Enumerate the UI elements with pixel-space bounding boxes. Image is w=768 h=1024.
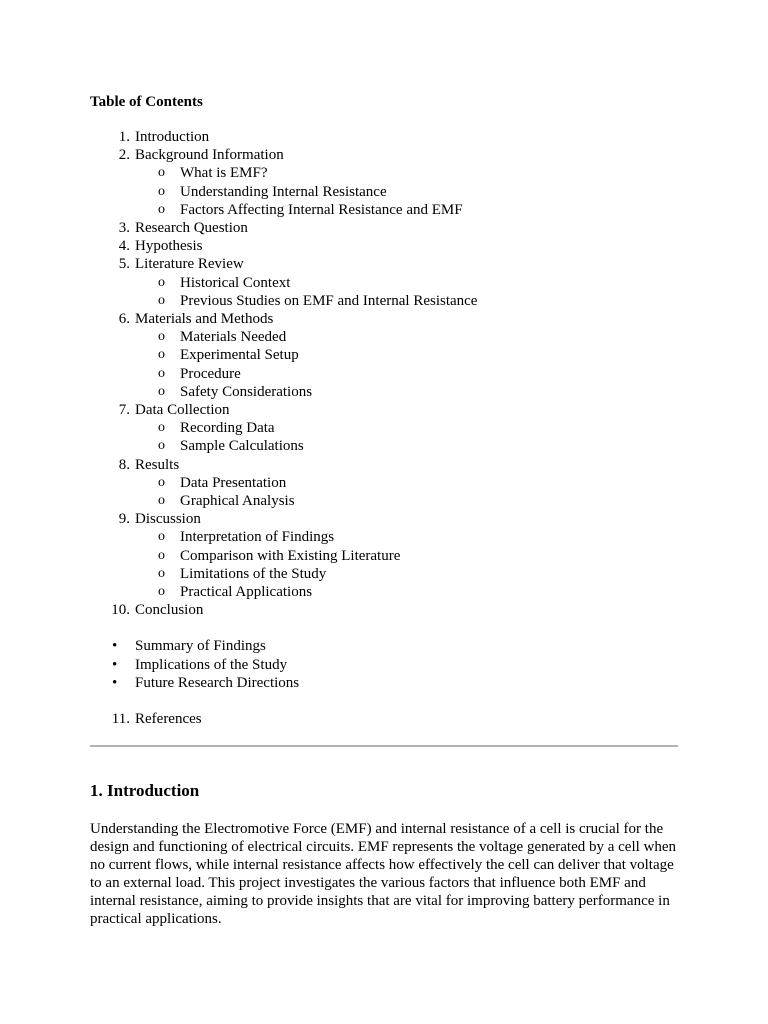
toc-item-number: 4. xyxy=(118,238,130,255)
toc-item xyxy=(90,219,678,237)
toc-item xyxy=(90,146,678,219)
toc-item-number: 11. xyxy=(111,711,130,728)
toc-item-label: Literature Review xyxy=(135,256,244,273)
conclusion-bullet-label: Future Research Directions xyxy=(135,674,300,691)
toc-subitem-label: Limitations of the Study xyxy=(180,565,327,582)
toc-item-label: Materials and Methods xyxy=(135,311,274,328)
toc-subitem-label: Practical Applications xyxy=(180,584,313,601)
toc-item-label: Introduction xyxy=(135,129,210,145)
toc-item xyxy=(90,401,678,456)
toc-item-label: Background Information xyxy=(135,147,284,164)
toc-subitem-label: Data Presentation xyxy=(180,474,287,491)
toc-subitem-label: Experimental Setup xyxy=(180,347,299,364)
toc-subitem xyxy=(135,583,678,601)
introduction-heading: 1. Introduction xyxy=(90,781,200,801)
toc-sublist xyxy=(135,474,678,510)
circle-bullet-icon: o xyxy=(158,329,165,345)
circle-bullet-icon: o xyxy=(158,274,165,290)
circle-bullet-icon: o xyxy=(158,547,165,563)
conclusion-bullet-item xyxy=(90,656,678,674)
circle-bullet-icon: o xyxy=(158,383,165,399)
toc-subitem-label: Historical Context xyxy=(180,274,291,291)
toc-subitem xyxy=(135,183,678,201)
toc-list xyxy=(90,128,678,619)
toc-item xyxy=(90,710,678,728)
toc-subitem xyxy=(135,164,678,182)
toc-subitem xyxy=(135,419,678,437)
circle-bullet-icon: o xyxy=(158,201,165,217)
circle-bullet-icon: o xyxy=(158,565,165,581)
toc-subitem-label: Sample Calculations xyxy=(180,438,304,455)
toc-item xyxy=(90,510,678,601)
toc-subitem-label: Interpretation of Findings xyxy=(180,529,335,546)
toc-subitem-label: Comparison with Existing Literature xyxy=(180,547,401,564)
toc-list-continued xyxy=(90,710,678,728)
section-divider xyxy=(90,745,678,747)
bullet-dot-icon: • xyxy=(112,638,118,655)
circle-bullet-icon: o xyxy=(158,420,165,436)
toc-item-number: 3. xyxy=(118,220,130,237)
circle-bullet-icon: o xyxy=(158,529,165,545)
toc-subitem-label: What is EMF? xyxy=(180,165,268,182)
circle-bullet-icon: o xyxy=(158,183,165,199)
toc-item-number: 6. xyxy=(118,311,130,328)
circle-bullet-icon: o xyxy=(158,165,165,181)
toc-subitem xyxy=(135,492,678,510)
toc-sublist xyxy=(135,164,678,219)
toc-subitem xyxy=(135,328,678,346)
circle-bullet-icon: o xyxy=(158,438,165,454)
toc-subitem-label: Factors Affecting Internal Resistance and EMF xyxy=(180,201,463,218)
toc-subitem xyxy=(135,292,678,310)
toc-item-number: 2. xyxy=(118,147,130,164)
toc-item xyxy=(90,310,678,401)
toc-subitem-label: Graphical Analysis xyxy=(180,493,295,510)
toc-sublist xyxy=(135,419,678,455)
circle-bullet-icon: o xyxy=(158,584,165,600)
toc-subitem xyxy=(135,528,678,546)
toc-item xyxy=(90,601,678,619)
toc-heading: Table of Contents xyxy=(90,94,203,110)
toc-item-number: 1. xyxy=(118,129,130,145)
toc-item-number: 5. xyxy=(118,256,130,273)
toc-item-label: Hypothesis xyxy=(135,238,203,255)
toc-item-number: 9. xyxy=(118,511,130,528)
toc-item-number: 7. xyxy=(118,402,130,419)
toc-subitem xyxy=(135,346,678,364)
toc-subitem-label: Procedure xyxy=(180,365,241,382)
conclusion-bullet-label: Implications of the Study xyxy=(135,656,288,673)
toc-subitem-label: Previous Studies on EMF and Internal Resistance xyxy=(180,292,478,309)
toc-item-label: Research Question xyxy=(135,220,248,237)
toc-subitem-label: Understanding Internal Resistance xyxy=(180,183,387,200)
toc-subitem xyxy=(135,201,678,219)
conclusion-bullet-list xyxy=(90,637,678,692)
toc-item xyxy=(90,128,678,146)
toc-item-label: Results xyxy=(135,456,180,473)
document-page xyxy=(90,93,678,928)
toc-item xyxy=(90,255,678,310)
toc-sublist xyxy=(135,274,678,310)
toc-subitem xyxy=(135,474,678,492)
toc-subitem-label: Materials Needed xyxy=(180,329,287,346)
toc-sublist xyxy=(135,528,678,601)
toc-subitem xyxy=(135,365,678,383)
toc-item xyxy=(90,456,678,511)
toc-item-number: 10. xyxy=(111,602,130,619)
conclusion-bullet-item xyxy=(90,637,678,655)
toc-subitem xyxy=(135,547,678,565)
bullet-dot-icon: • xyxy=(112,656,118,673)
toc-subitem-label: Safety Considerations xyxy=(180,383,313,400)
circle-bullet-icon: o xyxy=(158,474,165,490)
toc-subitem xyxy=(135,274,678,292)
circle-bullet-icon: o xyxy=(158,347,165,363)
toc-subitem xyxy=(135,383,678,401)
introduction-paragraph: Understanding the Electromotive Force (EMF) and internal resistance of a cell is crucial for the design and functioning of electrical circuits. EMF represents the voltage generated by a cell when no current flows, while internal resistance affects how effectively the cell can deliver that voltage to an external load. This project investigates the various factors that influence both EMF and internal resistance, aiming to provide insights that are vital for improving battery performance in practical applications. xyxy=(90,821,677,928)
toc-subitem-label: Recording Data xyxy=(180,420,275,437)
circle-bullet-icon: o xyxy=(158,365,165,381)
circle-bullet-icon: o xyxy=(158,493,165,509)
conclusion-bullet-item xyxy=(90,674,678,692)
bullet-dot-icon: • xyxy=(112,674,118,691)
toc-item-label: Data Collection xyxy=(135,402,230,419)
toc-subitem xyxy=(135,565,678,583)
toc-item xyxy=(90,237,678,255)
circle-bullet-icon: o xyxy=(158,292,165,308)
toc-item-label: Discussion xyxy=(135,511,201,528)
toc-sublist xyxy=(135,328,678,401)
conclusion-bullet-label: Summary of Findings xyxy=(135,638,266,655)
toc-item-label: Conclusion xyxy=(135,602,204,619)
toc-item-label: References xyxy=(135,711,202,728)
toc-item-number: 8. xyxy=(118,456,130,473)
toc-subitem xyxy=(135,437,678,455)
